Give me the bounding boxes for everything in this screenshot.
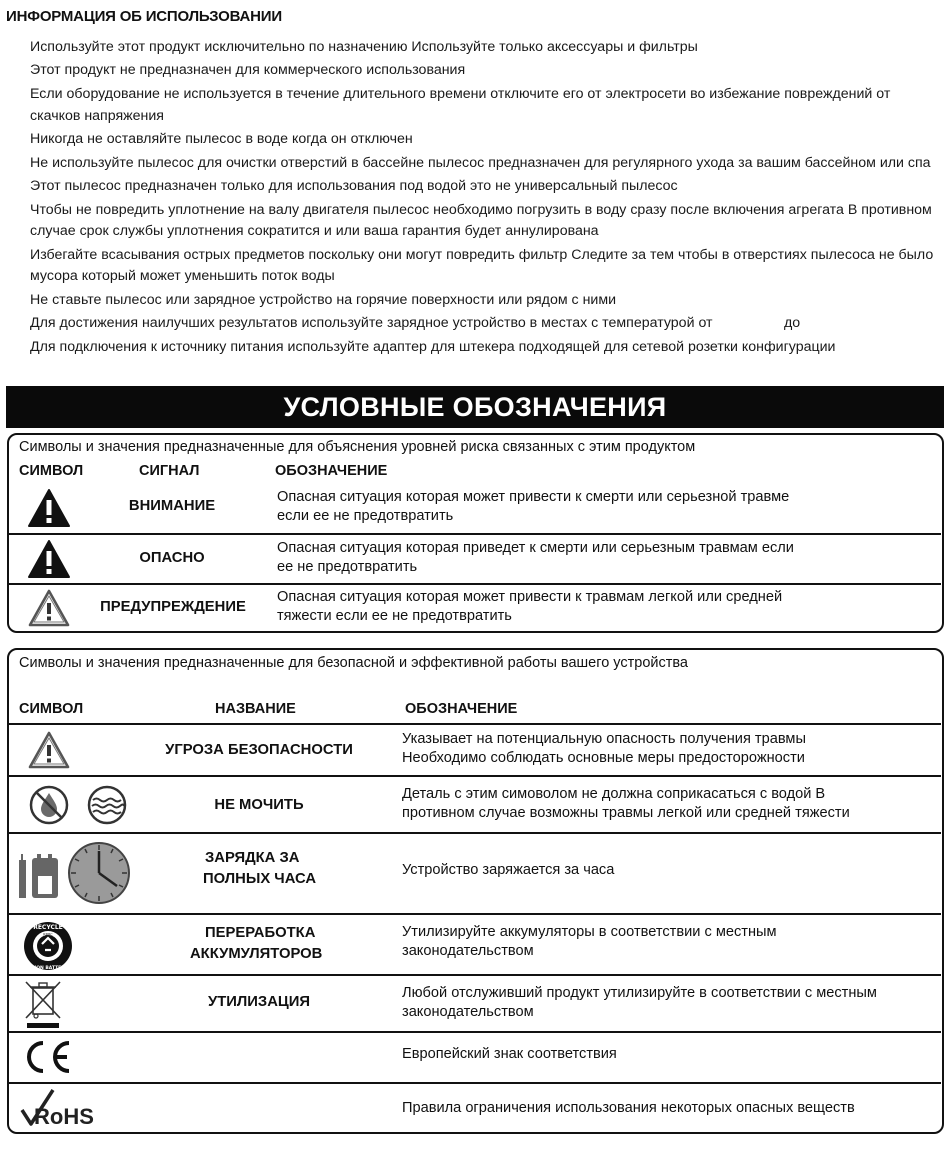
risk-description [277,539,794,577]
risk-row-danger [9,535,941,583]
symbol-description [402,785,850,823]
section-banner: УСЛОВНЫЕ ОБОЗНАЧЕНИЯ [6,386,944,428]
info-title: ИНФОРМАЦИЯ ОБ ИСПОЛЬЗОВАНИИ [6,8,282,25]
info-line: Этот пылесос предназначен только для использования под водой это не универсальный пылесос [30,178,678,194]
risk-description [277,488,789,526]
info-line: Используйте этот продукт исключительно по назначению Используйте только аксессуары и фильтры [30,39,698,55]
description-line: Опасная ситуация которая приведет к смерти или серьезным травмам если [277,540,794,556]
info-line: Для подключения к источнику питания используйте адаптер для штекера подходящей для сетевой розетки конфигурации [30,339,836,355]
signal-label: ОПАСНО [139,550,205,566]
risk-row-warning [9,482,941,532]
info-line: Этот продукт не предназначен для коммерческого использования [30,62,466,78]
info-line: мусора который может уменьшить поток воды [30,268,335,284]
symbol-description: Устройство заряжается за часа [402,862,615,878]
symbol-row-battery-recycling [9,915,941,974]
rohs-icon [19,1088,109,1130]
caution-outline-icon [27,588,71,628]
recycle-text: RECYCLE [33,924,63,931]
no-water-icon [27,784,137,826]
info-line: случае срок службы уплотнения сократится и или ваша гарантия будет аннулирована [30,223,599,239]
symbol-name: УГРОЗА БЕЗОПАСНОСТИ [165,742,353,758]
safety-threat-icon [27,730,71,770]
risk-levels-table [7,433,944,633]
symbol-row-ce [9,1033,941,1081]
risk-row-caution [9,585,941,630]
info-line: Для достижения наилучших результатов используйте зарядное устройство в местах с температурой от [30,315,713,331]
symbols-table [7,648,944,1134]
charging-clock-icon [17,840,133,906]
info-line: Избегайте всасывания острых предметов поскольку они могут повредить фильтр Следите за тем чтобы в отверстиях пылесоса не было [30,247,934,263]
battery-recycle-icon [21,920,75,972]
symbol-description [402,984,877,1022]
symbol-name: ПОЛНЫХ ЧАСА [203,871,317,887]
symbol-row-safety [9,725,941,775]
description-line: Указывает на потенциальную опасность получения травмы [402,731,806,747]
risk-description [277,588,782,626]
description-line: тяжести если ее не предотвратить [277,608,512,624]
description-line: противном случае возможны травмы легкой или средней тяжести [402,805,850,821]
warning-solid-icon [27,488,71,528]
header-symbol: СИМВОЛ [19,701,84,717]
signal-label: ВНИМАНИЕ [128,498,216,514]
info-line: скачков напряжения [30,108,164,124]
header-meaning: ОБОЗНАЧЕНИЕ [275,463,388,479]
ce-text: CE [19,1038,21,1039]
symbol-row-charging [9,834,941,912]
symbol-name: ПЕРЕРАБОТКА [205,925,316,941]
symbol-row-disposal [9,976,941,1031]
description-line: Опасная ситуация которая может привести к травмам легкой или средней [277,589,783,605]
weee-bin-icon [23,978,65,1030]
symbol-name: УТИЛИЗАЦИЯ [208,994,310,1010]
description-line: законодательством [402,1004,534,1020]
symbol-name: НЕ МОЧИТЬ [214,797,304,813]
info-line: до [784,315,801,331]
signal-label: ПРЕДУПРЕЖДЕНИЕ [100,599,246,615]
description-line: если ее не предотвратить [277,508,454,524]
header-name: НАЗВАНИЕ [215,701,296,717]
description-line: Деталь с этим симоволом не должна соприкасаться с водой В [402,786,826,802]
symbol-description [402,730,806,768]
danger-solid-icon [27,539,71,579]
info-line: Не ставьте пылесос или зарядное устройство на горячие поверхности или рядом с ними [30,292,617,308]
description-line: Утилизируйте аккумуляторы в соответствии с местным [402,924,777,940]
battery-type-text: Li-ION BATTERY [28,966,68,971]
rohs-text: RoHS [34,1104,94,1129]
info-line: Никогда не оставляйте пылесос в воде когда он отключен [30,131,413,147]
symbol-row-no-water [9,777,941,831]
header-meaning: ОБОЗНАЧЕНИЕ [405,701,518,717]
description-line: Необходимо соблюдать основные меры предосторожности [402,750,805,766]
symbol-row-rohs [9,1084,941,1132]
description-line: ее не предотвратить [277,559,418,575]
info-line: Чтобы не повредить уплотнение на валу двигателя пылесос необходимо погрузить в воду сразу после включения агрегата В противном [30,202,932,218]
header-signal: СИГНАЛ [139,463,200,479]
rbrc-text: RBRC [43,932,53,937]
symbol-name: ЗАРЯДКА ЗА [205,850,300,866]
description-line: Любой отслуживший продукт утилизируйте в соответствии с местным [402,985,877,1001]
info-line: Не используйте пылесос для очистки отверстий в бассейне пылесос предназначен для регулярного ухода за вашим бассейном или спа [30,155,931,171]
info-line: Если оборудование не используется в течение длительного времени отключите его от электросети во избежание повреждений от [30,86,891,102]
symbol-description: Правила ограничения использования некоторых опасных веществ [402,1100,855,1116]
ce-mark-icon [19,1038,75,1076]
description-line: законодательством [402,943,534,959]
risk-intro: Символы и значения предназначенные для объяснения уровней риска связанных с этим продуктом [19,439,696,455]
symbol-description: Европейский знак соответствия [402,1046,617,1062]
header-symbol: СИМВОЛ [19,463,84,479]
symbol-name: АККУМУЛЯТОРОВ [190,946,323,962]
description-line: Опасная ситуация которая может привести к смерти или серьезной травме [277,489,790,505]
symbols-intro: Символы и значения предназначенные для безопасной и эффективной работы вашего устройства [19,655,688,671]
symbol-description [402,923,777,961]
